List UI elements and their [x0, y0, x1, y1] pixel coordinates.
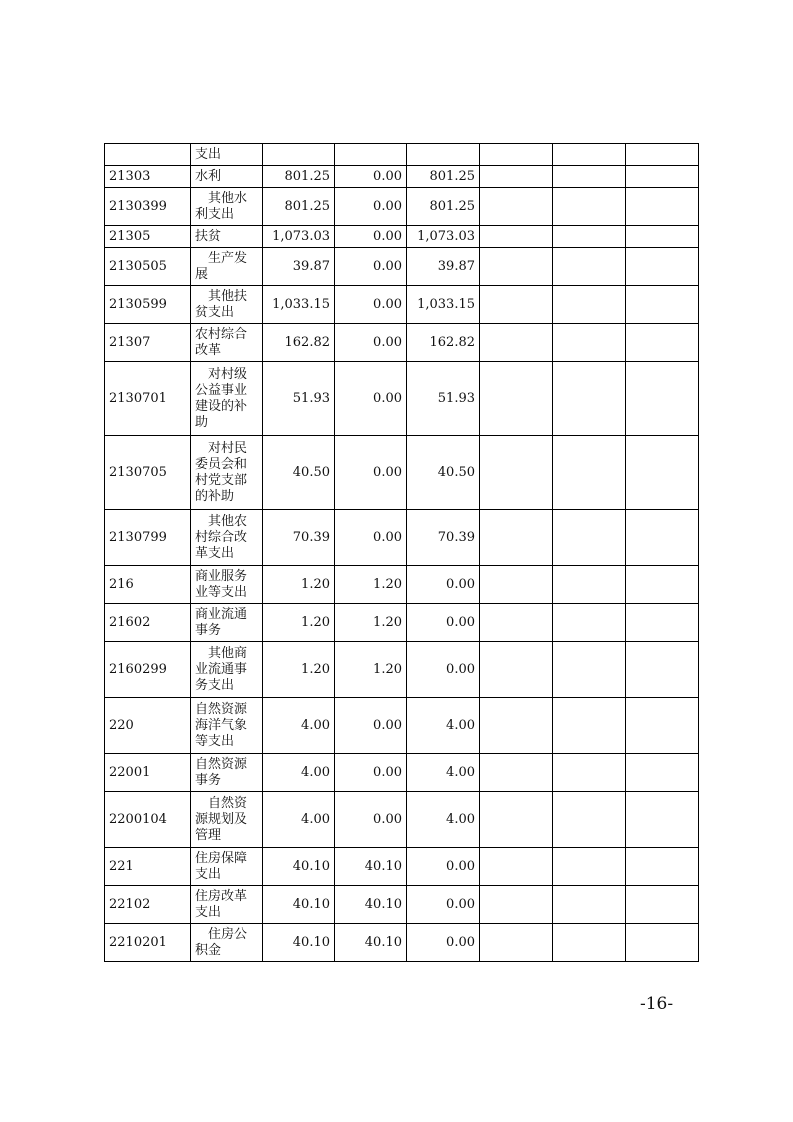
row-basic-cell: 0.00 [335, 166, 407, 188]
row-name-cell: 扶贫 [191, 226, 263, 248]
row-name-cell: 自然资源事务 [191, 754, 263, 792]
row-empty-cell [626, 166, 699, 188]
row-name-cell: 水利 [191, 166, 263, 188]
row-project-cell: 0.00 [407, 642, 480, 698]
row-name-cell: 住房改革支出 [191, 886, 263, 924]
row-empty-cell [480, 754, 553, 792]
row-name-cell: 对村级公益事业建设的补助 [191, 362, 263, 436]
row-project-cell: 0.00 [407, 566, 480, 604]
row-total-cell: 801.25 [263, 166, 335, 188]
row-code-cell: 2130505 [105, 248, 191, 286]
row-empty-cell [553, 510, 626, 566]
row-basic-cell: 40.10 [335, 886, 407, 924]
table-row [105, 510, 699, 566]
table-row [105, 188, 699, 226]
table-row [105, 924, 699, 962]
row-name-cell: 对村民委员会和村党支部的补助 [191, 436, 263, 510]
row-code-cell: 22001 [105, 754, 191, 792]
row-empty-cell [553, 642, 626, 698]
row-empty-cell [480, 792, 553, 848]
table-row [105, 144, 699, 166]
table-row [105, 436, 699, 510]
row-basic-cell: 40.10 [335, 924, 407, 962]
row-name-cell: 支出 [191, 144, 263, 166]
row-total-cell: 1.20 [263, 604, 335, 642]
row-total-cell: 4.00 [263, 754, 335, 792]
row-empty-cell [480, 698, 553, 754]
row-code-cell: 220 [105, 698, 191, 754]
row-empty-cell [553, 324, 626, 362]
row-name-cell: 自然资源海洋气象等支出 [191, 698, 263, 754]
row-empty-cell [553, 188, 626, 226]
row-basic-cell: 0.00 [335, 324, 407, 362]
row-empty-cell [480, 226, 553, 248]
table-row [105, 698, 699, 754]
row-empty-cell [626, 698, 699, 754]
row-empty-cell [553, 924, 626, 962]
row-name-cell: 其他水利支出 [191, 188, 263, 226]
row-project-cell: 801.25 [407, 188, 480, 226]
row-empty-cell [480, 188, 553, 226]
row-basic-cell: 0.00 [335, 362, 407, 436]
row-empty-cell [626, 566, 699, 604]
row-empty-cell [553, 286, 626, 324]
row-project-cell: 1,033.15 [407, 286, 480, 324]
row-empty-cell [553, 166, 626, 188]
row-basic-cell: 0.00 [335, 248, 407, 286]
row-name-cell: 其他商业流通事务支出 [191, 642, 263, 698]
row-code-cell: 2210201 [105, 924, 191, 962]
row-name-cell: 自然资源规划及管理 [191, 792, 263, 848]
row-empty-cell [626, 324, 699, 362]
row-empty-cell [480, 886, 553, 924]
row-total-cell: 1.20 [263, 566, 335, 604]
row-project-cell: 51.93 [407, 362, 480, 436]
row-empty-cell [480, 848, 553, 886]
row-empty-cell [626, 642, 699, 698]
table-row [105, 226, 699, 248]
table-row [105, 286, 699, 324]
row-empty-cell [480, 248, 553, 286]
row-empty-cell [626, 436, 699, 510]
row-code-cell: 2130799 [105, 510, 191, 566]
row-code-cell: 2160299 [105, 642, 191, 698]
row-empty-cell [626, 248, 699, 286]
row-empty-cell [626, 924, 699, 962]
row-total-cell: 70.39 [263, 510, 335, 566]
row-empty-cell [626, 604, 699, 642]
table-row [105, 604, 699, 642]
page-number: -16- [640, 994, 674, 1014]
row-empty-cell [480, 362, 553, 436]
table-row [105, 166, 699, 188]
row-project-cell: 0.00 [407, 924, 480, 962]
row-project-cell: 40.50 [407, 436, 480, 510]
row-basic-cell: 1.20 [335, 642, 407, 698]
row-name-cell: 住房公积金 [191, 924, 263, 962]
row-empty-cell [480, 144, 553, 166]
table-row [105, 848, 699, 886]
row-empty-cell [626, 144, 699, 166]
row-total-cell: 801.25 [263, 188, 335, 226]
row-project-cell: 0.00 [407, 848, 480, 886]
row-total-cell: 40.10 [263, 848, 335, 886]
row-project-cell: 4.00 [407, 754, 480, 792]
row-total-cell: 1.20 [263, 642, 335, 698]
row-project-cell: 162.82 [407, 324, 480, 362]
row-code-cell: 2130705 [105, 436, 191, 510]
row-code-cell: 216 [105, 566, 191, 604]
row-empty-cell [480, 324, 553, 362]
row-empty-cell [553, 754, 626, 792]
row-empty-cell [553, 886, 626, 924]
table-row [105, 792, 699, 848]
row-name-cell: 其他农村综合改革支出 [191, 510, 263, 566]
row-basic-cell: 0.00 [335, 226, 407, 248]
row-basic-cell: 1.20 [335, 566, 407, 604]
row-total-cell: 40.10 [263, 886, 335, 924]
table-row [105, 248, 699, 286]
row-empty-cell [553, 362, 626, 436]
row-empty-cell [553, 698, 626, 754]
row-empty-cell [553, 566, 626, 604]
row-code-cell: 21602 [105, 604, 191, 642]
row-project-cell: 4.00 [407, 698, 480, 754]
row-name-cell: 商业流通事务 [191, 604, 263, 642]
row-total-cell: 40.50 [263, 436, 335, 510]
row-empty-cell [626, 792, 699, 848]
row-code-cell: 2130701 [105, 362, 191, 436]
row-total-cell: 39.87 [263, 248, 335, 286]
row-empty-cell [553, 226, 626, 248]
row-code-cell: 21305 [105, 226, 191, 248]
row-code-cell: 21307 [105, 324, 191, 362]
row-empty-cell [553, 604, 626, 642]
row-basic-cell [335, 144, 407, 166]
row-empty-cell [480, 436, 553, 510]
row-name-cell: 生产发展 [191, 248, 263, 286]
row-basic-cell: 40.10 [335, 848, 407, 886]
table-row [105, 886, 699, 924]
row-project-cell: 1,073.03 [407, 226, 480, 248]
table-row [105, 566, 699, 604]
row-code-cell: 221 [105, 848, 191, 886]
row-empty-cell [626, 886, 699, 924]
row-empty-cell [553, 144, 626, 166]
row-project-cell: 4.00 [407, 792, 480, 848]
budget-expenditure-table [104, 143, 699, 962]
row-total-cell: 1,073.03 [263, 226, 335, 248]
table-row [105, 362, 699, 436]
row-empty-cell [480, 604, 553, 642]
table-row [105, 754, 699, 792]
row-empty-cell [626, 754, 699, 792]
row-project-cell [407, 144, 480, 166]
row-empty-cell [553, 248, 626, 286]
row-empty-cell [626, 848, 699, 886]
table-row [105, 642, 699, 698]
row-project-cell: 70.39 [407, 510, 480, 566]
row-empty-cell [626, 226, 699, 248]
row-name-cell: 住房保障支出 [191, 848, 263, 886]
row-code-cell: 21303 [105, 166, 191, 188]
row-basic-cell: 0.00 [335, 188, 407, 226]
row-total-cell: 162.82 [263, 324, 335, 362]
row-empty-cell [553, 792, 626, 848]
row-empty-cell [480, 566, 553, 604]
row-empty-cell [480, 510, 553, 566]
row-name-cell: 农村综合改革 [191, 324, 263, 362]
row-project-cell: 0.00 [407, 886, 480, 924]
row-code-cell: 2200104 [105, 792, 191, 848]
row-total-cell: 4.00 [263, 792, 335, 848]
row-total-cell: 40.10 [263, 924, 335, 962]
row-project-cell: 801.25 [407, 166, 480, 188]
row-basic-cell: 0.00 [335, 754, 407, 792]
row-total-cell: 4.00 [263, 698, 335, 754]
row-empty-cell [480, 642, 553, 698]
row-name-cell: 其他扶贫支出 [191, 286, 263, 324]
row-code-cell: 22102 [105, 886, 191, 924]
row-total-cell [263, 144, 335, 166]
row-basic-cell: 0.00 [335, 510, 407, 566]
row-basic-cell: 0.00 [335, 792, 407, 848]
row-empty-cell [626, 362, 699, 436]
row-total-cell: 1,033.15 [263, 286, 335, 324]
row-project-cell: 0.00 [407, 604, 480, 642]
row-empty-cell [553, 436, 626, 510]
row-empty-cell [626, 188, 699, 226]
row-empty-cell [480, 166, 553, 188]
table-body [105, 144, 699, 962]
row-basic-cell: 0.00 [335, 436, 407, 510]
row-basic-cell: 1.20 [335, 604, 407, 642]
row-code-cell [105, 144, 191, 166]
row-empty-cell [480, 286, 553, 324]
row-empty-cell [626, 286, 699, 324]
row-empty-cell [626, 510, 699, 566]
row-basic-cell: 0.00 [335, 698, 407, 754]
row-total-cell: 51.93 [263, 362, 335, 436]
row-code-cell: 2130599 [105, 286, 191, 324]
row-name-cell: 商业服务业等支出 [191, 566, 263, 604]
row-basic-cell: 0.00 [335, 286, 407, 324]
table-row [105, 324, 699, 362]
row-empty-cell [553, 848, 626, 886]
row-project-cell: 39.87 [407, 248, 480, 286]
row-empty-cell [480, 924, 553, 962]
row-code-cell: 2130399 [105, 188, 191, 226]
